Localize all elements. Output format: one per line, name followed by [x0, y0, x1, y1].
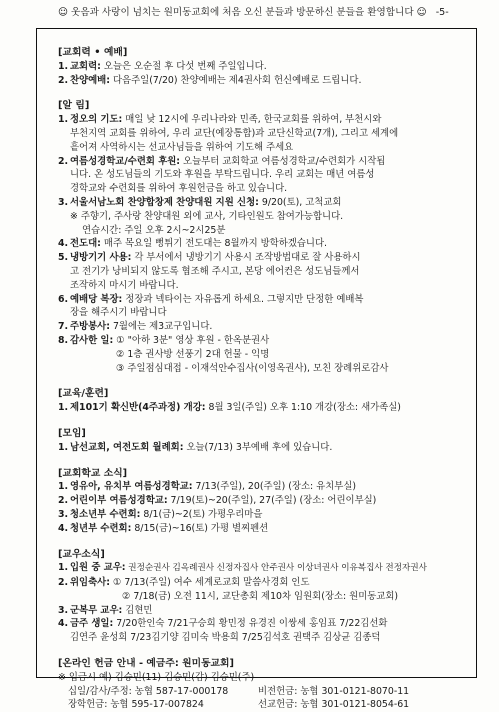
item-text: 8/15(금)~16(토) 가평 별찌펜션	[131, 522, 269, 534]
list-item	[58, 508, 468, 522]
item-number: 7.	[58, 321, 69, 333]
page-number: -5-	[435, 7, 449, 18]
section-title: [교회력 • 예배]	[58, 47, 128, 58]
item-label: 영유아, 유치부 여름성경학교:	[70, 481, 193, 493]
item-number: 4.	[58, 238, 69, 250]
list-item	[58, 113, 468, 127]
item-number: 1.	[58, 114, 69, 126]
item-text: ① 7/13(주일) 여수 세계로교회 말씀사경회 인도	[109, 577, 310, 589]
item-text: 8월 3일(주일) 오후 1:10 개강(장소: 새가족실)	[205, 402, 401, 414]
section-school	[58, 467, 468, 536]
account-text: 비전헌금: 농협 301-0121-8070-11	[258, 685, 410, 697]
list-item	[58, 334, 468, 348]
list-item	[58, 561, 468, 576]
item-label: 청년부 수련회:	[70, 522, 132, 534]
item-text: 오늘은 오순절 후 다섯 번째 주일입니다.	[100, 60, 267, 72]
list-item	[58, 441, 468, 455]
list-item	[58, 576, 468, 590]
item-continuation: 니다. 온 성도님들의 기도와 후원을 부탁드립니다. 우리 교회는 매년 여름성	[70, 169, 375, 181]
item-label: 정오의 기도:	[70, 114, 123, 126]
item-label: 군복무 교우:	[70, 604, 123, 616]
section-education	[58, 387, 468, 415]
account-text: 십일/감사/주정: 농협 587-17-000178	[68, 685, 229, 697]
section-title: [교우소식]	[58, 548, 105, 560]
list-item	[58, 237, 468, 251]
section-title: [온라인 헌금 안내 - 예금주: 원미동교회]	[58, 658, 234, 670]
item-text: 김현민	[122, 604, 153, 616]
item-label: 감사한 일:	[70, 334, 114, 346]
item-text: 각 부서에서 냉방기기 사용시 조작방법대로 잘 사용하시	[131, 252, 361, 264]
item-text: 7/19(토)~20(주일), 27(주일) (장소: 어린이부실)	[167, 495, 377, 507]
item-text: 7/20한인숙 7/21구승희 황민정 유경진 이쌍세 홍임표 7/22김선화	[113, 618, 388, 630]
item-text: 오늘부터 교회학교 여름성경학교/수련회가 시작됩	[180, 155, 386, 167]
item-continuation: ※ 주향기, 주사랑 찬양대원 외에 교사, 기타인원도 참여가능합니다.	[70, 210, 344, 222]
item-text: 7월에는 제3교구입니다.	[109, 321, 213, 333]
item-number: 1.	[58, 562, 69, 574]
item-number: 2.	[58, 495, 69, 507]
list-item	[58, 604, 468, 618]
list-item	[58, 480, 468, 494]
section-members	[58, 548, 468, 646]
section-calendar	[58, 46, 468, 87]
header-text: ☺ 웃음과 사랑이 넘치는 원미동교회에 처음 오신 분들과 방문하신 분들을 환영합니다 ☺	[58, 7, 427, 18]
item-label: 예배당 복장:	[70, 293, 123, 305]
item-number: 1.	[58, 481, 69, 493]
item-continuation: 연습시간: 주일 오후 2시~2시25분	[82, 224, 226, 236]
item-text: 매주 목요일 뻥튀기 전도대는 8월까지 방학하겠습니다.	[100, 238, 327, 250]
bulletin-content	[58, 46, 468, 712]
list-item	[58, 522, 468, 536]
item-number: 2.	[58, 155, 69, 167]
item-label: 제101기 확신반(4주과정) 개강:	[70, 402, 206, 414]
item-text: 9/20(토), 고척교회	[258, 196, 342, 208]
item-label: 청소년부 수련회:	[70, 508, 141, 520]
item-text: ① "아하 3분" 영상 후원 - 한옥분권사	[113, 334, 270, 346]
item-label: 서울서남노회 찬양합창제 찬양대원 지원 신청:	[70, 196, 259, 208]
item-text: 다음주일(7/20) 찬양예배는 제4권사회 헌신예배로 드립니다.	[109, 74, 362, 86]
item-continuation: 부천지역 교회를 위하여, 우리 교단(예장통합)과 교단신학교(7개), 그리고 세계에	[70, 127, 399, 139]
item-label: 여름성경학교/수련회 후원:	[70, 155, 181, 167]
item-number: 3.	[58, 604, 69, 616]
item-number: 1.	[58, 402, 69, 414]
item-label: 입원 중 교우:	[70, 562, 126, 574]
item-number: 8.	[58, 334, 69, 346]
section-title: [교회학교 소식]	[58, 467, 128, 479]
list-item	[58, 74, 468, 88]
list-item	[58, 617, 468, 631]
item-label: 교회력:	[70, 60, 101, 72]
item-label: 위임축사:	[70, 577, 110, 589]
item-continuation: 김연주 윤성희 7/23김기양 김미숙 박용희 7/25김석호 권택주 김상균 김종덕	[70, 632, 381, 644]
item-number: 3.	[58, 508, 69, 520]
item-text: 8/1(금)~2(토) 가평우리마을	[140, 508, 263, 520]
list-item	[58, 494, 468, 508]
item-label: 어린이부 여름성경학교:	[70, 495, 168, 507]
list-item	[58, 320, 468, 334]
item-text: 정장과 넥타이는 자유롭게 하세요. 그렇지만 단정한 예배복	[122, 293, 364, 305]
list-item	[58, 293, 468, 307]
item-continuation: ③ 주일점심대접 - 이재석안수집사(이영옥권사), 모친 장례위로감사	[116, 362, 389, 374]
item-text: 매일 낮 12시에 우리나라와 민족, 한국교회를 위하여, 부천시와	[122, 114, 382, 126]
item-continuation: 조작하지 마시기 바랍니다.	[70, 279, 179, 291]
item-label: 찬양예배:	[70, 74, 110, 86]
item-continuation: 경학교와 수련회를 위하여 후원헌금을 하고 있습니다.	[70, 183, 288, 195]
item-label: 전도대:	[70, 238, 101, 250]
page-header	[0, 0, 499, 26]
item-continuation: 고 전기가 낭비되지 않도록 협조해 주시고, 본당 에어컨은 성도님들께서	[70, 265, 360, 277]
item-text: 권정순권사 김옥례권사 신정자집사 안주권사 이상녀권사 이유복집사 전정자권사	[125, 563, 427, 574]
item-number: 3.	[58, 196, 69, 208]
list-item	[58, 196, 468, 210]
list-item	[58, 251, 468, 265]
list-item	[58, 401, 468, 415]
account-row	[58, 698, 468, 712]
item-number: 1.	[58, 441, 69, 453]
item-continuation: ② 7/18(금) 오전 11시, 교단총회 제10차 임원회(장소: 원미동교회)	[122, 590, 399, 602]
list-item	[58, 60, 468, 74]
item-continuation: 장을 해주시기 바랍니다	[70, 307, 167, 319]
item-label: 주방봉사:	[70, 321, 110, 333]
item-number: 2.	[58, 74, 69, 86]
item-continuation: ② 1층 권사방 선풍기 2대 헌물 - 익명	[116, 348, 270, 360]
section-title: [교육/훈련]	[58, 388, 109, 400]
account-row	[58, 685, 468, 699]
item-text: 7/13(주일), 20(주일) (장소: 유치부실)	[192, 481, 357, 493]
account-text: 선교헌금: 농협 301-0121-8054-61	[258, 699, 410, 711]
section-notice	[58, 99, 468, 375]
item-label: 금주 생일:	[70, 618, 114, 630]
item-number: 6.	[58, 293, 69, 305]
section-title: [알 림]	[58, 100, 90, 112]
item-number: 1.	[58, 60, 69, 72]
item-continuation: 흩어져 사역하시는 선교사님들을 위하여 기도해 주세요	[70, 141, 294, 153]
item-number: 4.	[58, 618, 69, 630]
item-number: 2.	[58, 577, 69, 589]
item-label: 남선교회, 여전도회 월례회:	[70, 441, 184, 453]
list-item	[58, 155, 468, 169]
offering-note: ※ 입금시 예) 김승민(11) 김승민(감) 김승민(주)	[58, 671, 255, 683]
section-meeting	[58, 427, 468, 455]
section-online-offering	[58, 657, 468, 712]
item-number: 4.	[58, 522, 69, 534]
item-text: 오늘(7/13) 3부예배 후에 있습니다.	[183, 441, 333, 453]
item-label: 냉방기기 사용:	[70, 252, 132, 264]
account-text: 장학헌금: 농협 595-17-007824	[68, 699, 204, 711]
section-title: [모임]	[58, 427, 86, 439]
item-number: 5.	[58, 252, 69, 264]
